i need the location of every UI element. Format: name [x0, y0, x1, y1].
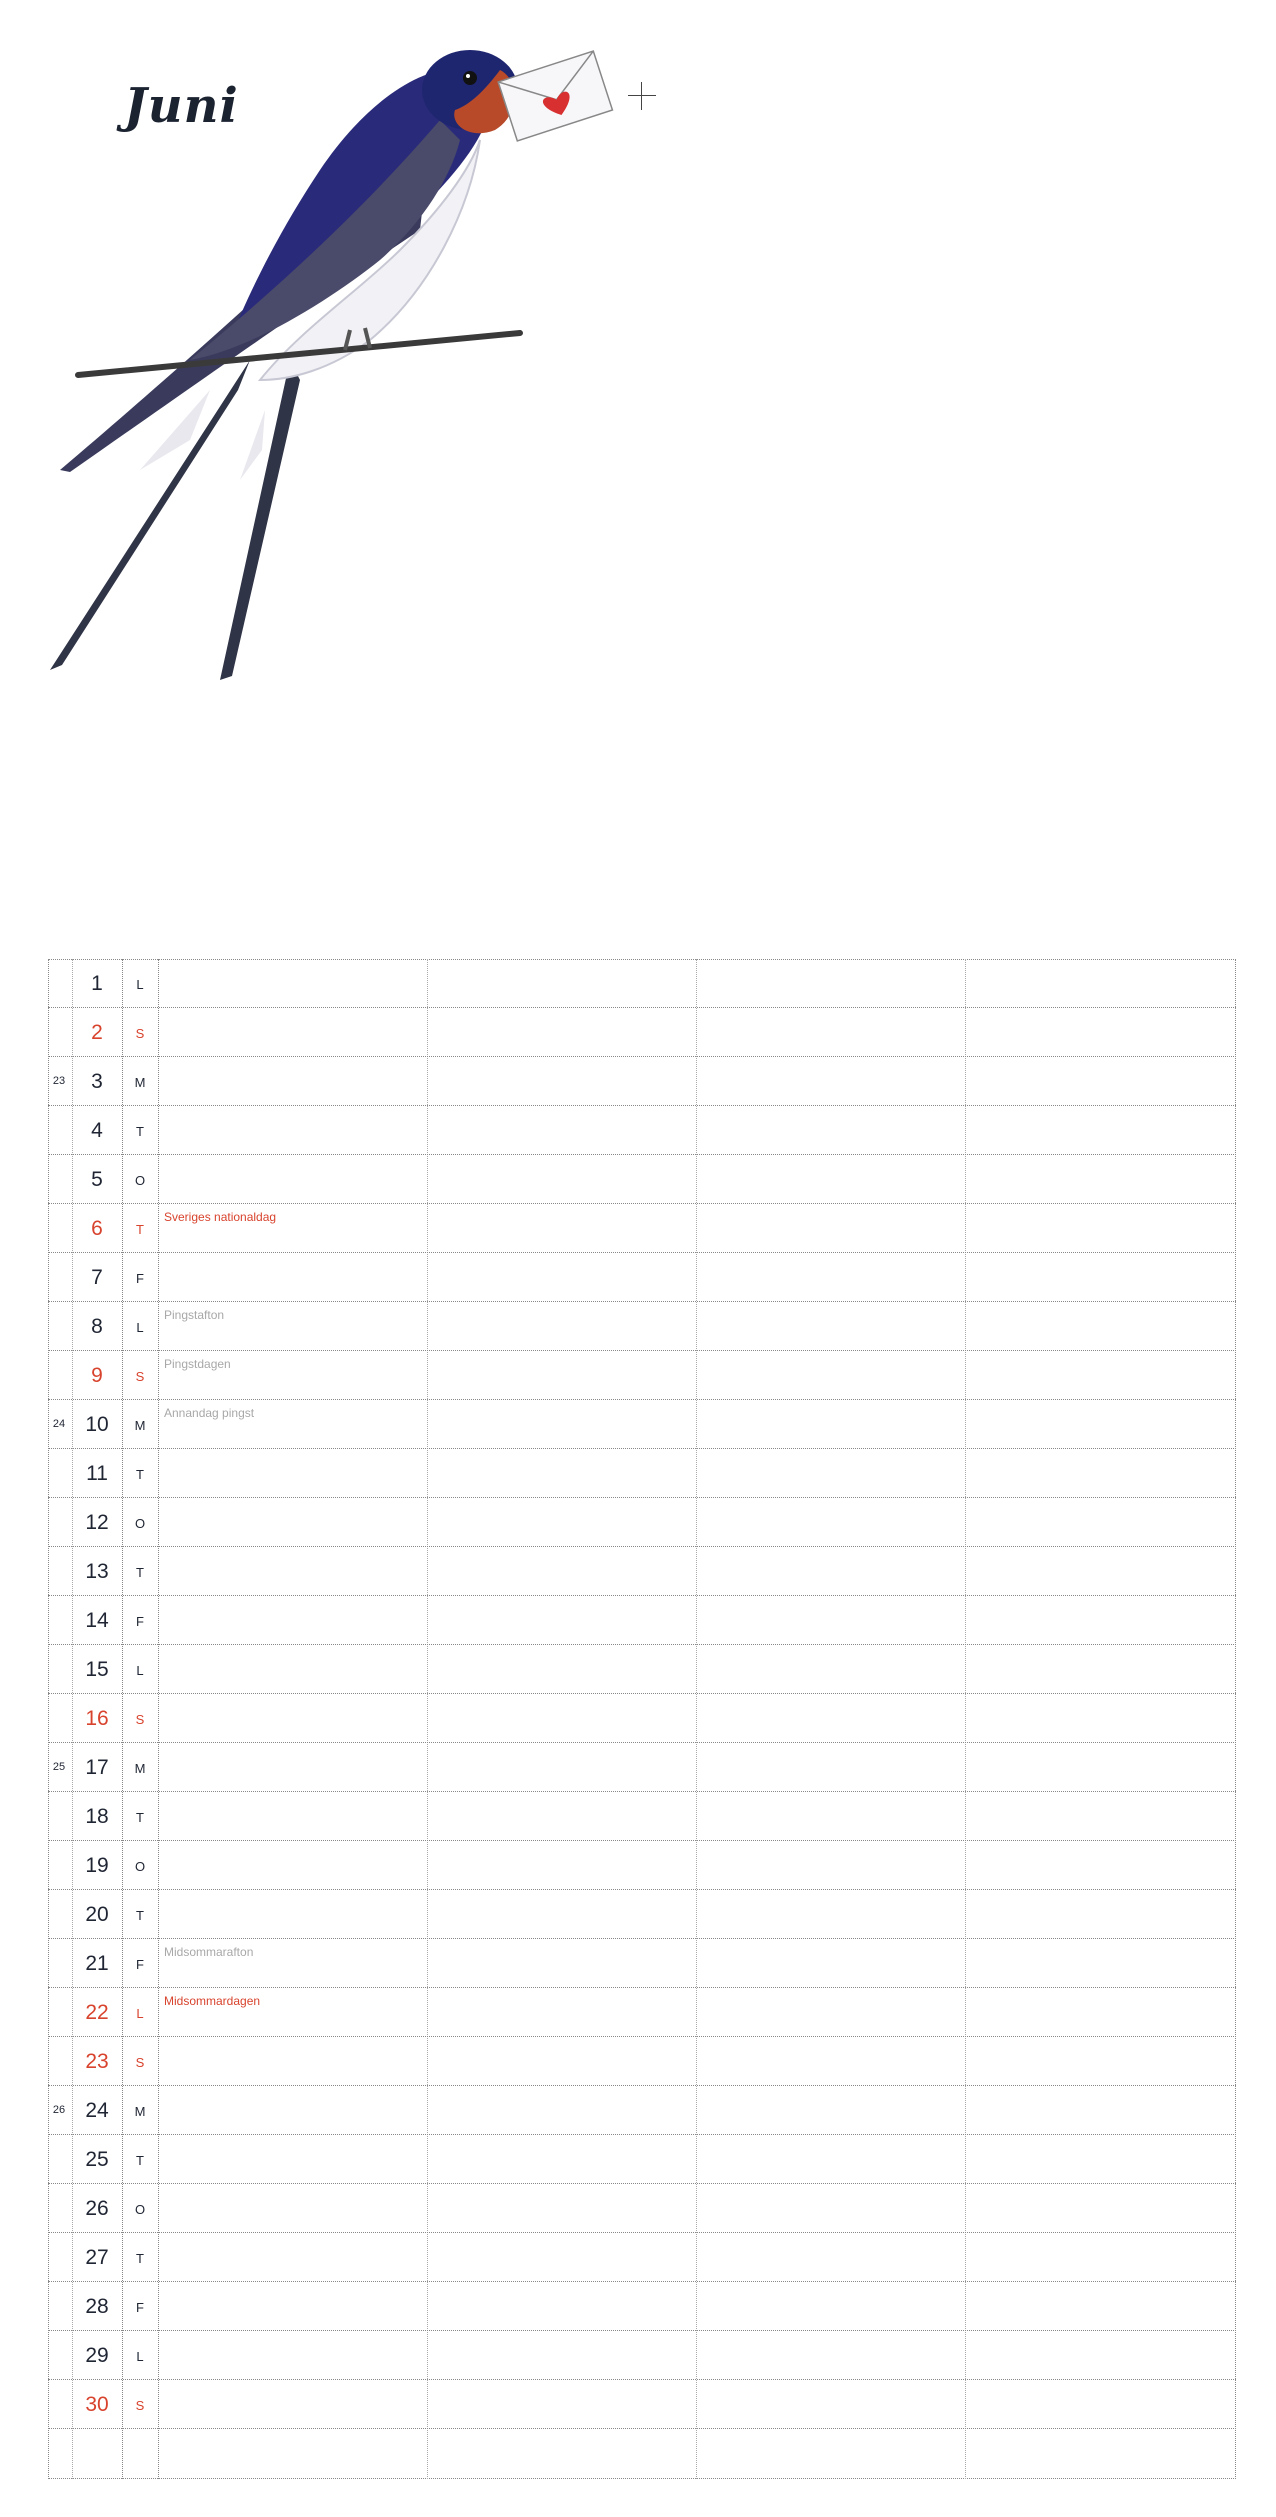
weekday-letter: F	[136, 1614, 144, 1629]
day-number: 23	[85, 2050, 109, 2073]
weekday-letter: L	[136, 1663, 144, 1678]
day-row[interactable]	[48, 1645, 1236, 1694]
day-row[interactable]	[48, 1498, 1236, 1547]
day-number: 19	[85, 1854, 109, 1877]
weekday-letter: F	[136, 2300, 144, 2315]
day-number: 25	[85, 2148, 109, 2171]
weekday-letter: S	[135, 1026, 145, 1041]
weekday-letter: O	[134, 2202, 146, 2217]
day-row[interactable]	[48, 2086, 1236, 2135]
week-number: 25	[52, 1761, 66, 1773]
holiday-note: Sveriges nationaldag	[164, 1210, 277, 1224]
week-number: 23	[52, 1075, 66, 1087]
weekday-letter: T	[136, 1908, 144, 1923]
weekday-letter: M	[134, 2104, 146, 2119]
day-number: 14	[85, 1609, 109, 1632]
day-number: 18	[85, 1805, 109, 1828]
weekday-letter: S	[135, 1369, 145, 1384]
weekday-letter: M	[134, 1418, 146, 1433]
day-row[interactable]	[48, 1596, 1236, 1645]
day-number: 15	[85, 1658, 109, 1681]
weekday-letter: T	[136, 1222, 144, 1237]
day-number: 20	[85, 1903, 109, 1926]
holiday-note: Midsommarafton	[164, 1945, 254, 1959]
weekday-letter: M	[134, 1761, 146, 1776]
holiday-note: Pingstdagen	[164, 1357, 231, 1371]
day-number: 5	[91, 1168, 103, 1191]
day-number: 16	[85, 1707, 109, 1730]
day-number: 4	[91, 1119, 103, 1142]
weekday-letter: S	[135, 1712, 145, 1727]
day-row[interactable]	[48, 1449, 1236, 1498]
day-number: 9	[91, 1364, 103, 1387]
day-row[interactable]	[48, 2331, 1236, 2380]
day-number: 21	[85, 1952, 109, 1975]
weekday-letter: T	[136, 2251, 144, 2266]
day-row[interactable]	[48, 1204, 1236, 1253]
day-number: 10	[85, 1413, 109, 1436]
week-number: 26	[52, 2104, 66, 2116]
day-number: 8	[91, 1315, 103, 1338]
day-number: 12	[85, 1511, 109, 1534]
holiday-note: Annandag pingst	[164, 1406, 255, 1420]
day-number: 13	[85, 1560, 109, 1583]
day-row[interactable]	[48, 1057, 1236, 1106]
day-number: 30	[85, 2393, 109, 2416]
day-row[interactable]	[48, 1743, 1236, 1792]
day-number: 28	[85, 2295, 109, 2318]
weekday-letter: M	[134, 1075, 146, 1090]
weekday-letter: T	[136, 2153, 144, 2168]
day-number: 3	[91, 1070, 103, 1093]
day-row[interactable]	[48, 1841, 1236, 1890]
weekday-letter: T	[136, 1124, 144, 1139]
holiday-note: Pingstafton	[164, 1308, 225, 1322]
day-row[interactable]	[48, 2233, 1236, 2282]
day-row[interactable]	[48, 1792, 1236, 1841]
day-number: 11	[86, 1462, 108, 1485]
day-row[interactable]	[48, 1351, 1236, 1400]
weekday-letter: O	[134, 1173, 146, 1188]
day-row[interactable]	[48, 1694, 1236, 1743]
crosshair-icon	[628, 82, 656, 110]
day-number: 29	[85, 2344, 109, 2367]
weekday-letter: L	[136, 2006, 144, 2021]
day-number: 1	[91, 972, 103, 995]
day-number: 27	[85, 2246, 109, 2269]
weekday-letter: O	[134, 1859, 146, 1874]
day-row[interactable]	[48, 2282, 1236, 2331]
weekday-letter: F	[136, 1271, 144, 1286]
weekday-letter: F	[136, 1957, 144, 1972]
day-row[interactable]	[48, 2184, 1236, 2233]
day-row[interactable]	[48, 1547, 1236, 1596]
day-row[interactable]	[48, 1400, 1236, 1449]
weekday-letter: T	[136, 1810, 144, 1825]
weekday-letter: S	[135, 2055, 145, 2070]
week-number: 24	[52, 1418, 66, 1430]
weekday-letter: O	[134, 1516, 146, 1531]
day-number: 7	[91, 1266, 103, 1289]
day-number: 17	[85, 1756, 109, 1779]
day-row[interactable]	[48, 1106, 1236, 1155]
day-number: 24	[85, 2099, 109, 2122]
day-row[interactable]	[48, 1890, 1236, 1939]
day-number: 2	[91, 1021, 103, 1044]
holiday-note: Midsommardagen	[164, 1994, 261, 2008]
day-row[interactable]	[48, 2380, 1236, 2429]
weekday-letter: T	[136, 1565, 144, 1580]
day-number: 6	[91, 1217, 103, 1240]
day-row[interactable]	[48, 2037, 1236, 2086]
day-row[interactable]	[48, 1008, 1236, 1057]
weekday-letter: S	[135, 2398, 145, 2413]
weekday-letter: L	[136, 1320, 144, 1335]
day-number: 22	[85, 2001, 109, 2024]
day-row[interactable]	[48, 2135, 1236, 2184]
weekday-letter: L	[136, 977, 144, 992]
day-row[interactable]	[48, 1988, 1236, 2037]
weekday-letter: L	[136, 2349, 144, 2364]
day-row[interactable]	[48, 1155, 1236, 1204]
weekday-letter: T	[136, 1467, 144, 1482]
month-title: Juni	[124, 78, 239, 134]
day-row[interactable]	[48, 1302, 1236, 1351]
day-row[interactable]	[48, 959, 1236, 1008]
day-row[interactable]	[48, 1253, 1236, 1302]
day-row[interactable]	[48, 1939, 1236, 1988]
day-number: 26	[85, 2197, 109, 2220]
swallow-illustration	[0, 0, 700, 700]
